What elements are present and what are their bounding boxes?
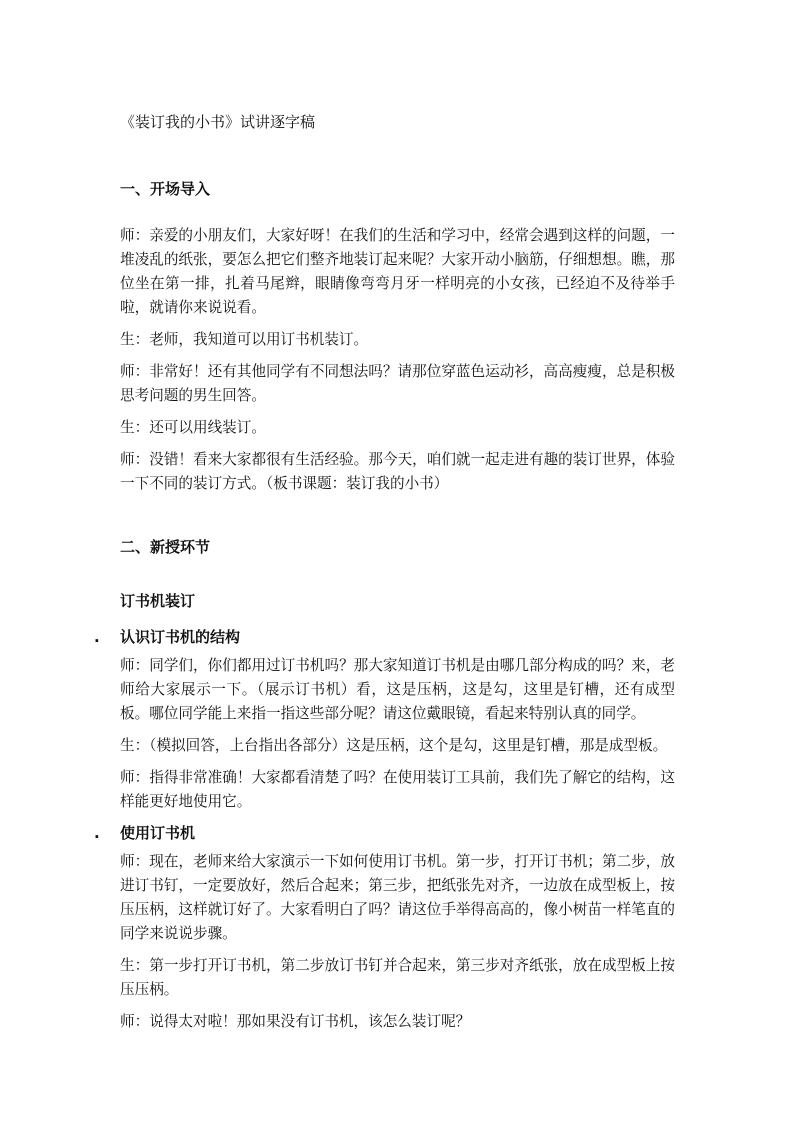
section-heading-new-teaching: 二、新授环节 [120,538,211,556]
item-heading-stapler-structure [94,626,675,648]
document-title: 《装订我的小书》试讲逐字稿 [120,113,316,131]
paragraph: 师：没错！看来大家都很有生活经验。那今天，咱们就一起走进有趣的装订世界，体验一下不同的装订方式。（板书课题：装订我的小书） [120,451,675,492]
paragraph: 师：现在，老师来给大家演示一下如何使用订书机。第一步，打开订书机；第二步，放进订书钉，一定要放好，然后合起来；第三步，把纸张先对齐，一边放在成型板上，按压压柄，这样就订好了。大家看明白了吗？请这位手举得高高的，像小树苗一样笔直的同学来说说步骤。 [120,853,675,942]
paragraph: 师：亲爱的小朋友们，大家好呀！在我们的生活和学习中，经常会遇到这样的问题，一堆凌乱的纸张，要怎么把它们整齐地装订起来呢？大家开动小脑筋，仔细想想。瞧，那位坐在第一排，扎着马尾辫，眼睛像弯弯月牙一样明亮的小女孩，已经迫不及待举手啦，就请你来说说看。 [120,227,675,316]
paragraph: 师：同学们，你们都用过订书机吗？那大家知道订书机是由哪几部分构成的吗？来，老师给大家展示一下。（展示订书机）看，这是压柄，这是勾，这里是钉槽，还有成型板。哪位同学能上来指一指这些部分呢？请这位戴眼镜，看起来特别认真的同学。 [120,657,675,722]
paragraph: 师：非常好！还有其他同学有不同想法吗？请那位穿蓝色运动衫，高高瘦瘦，总是积极思考问题的男生回答。 [120,363,675,404]
item-heading-use-stapler [94,822,675,844]
list-bullet: . [94,824,100,842]
paragraph: 生：老师，我知道可以用订书机装订。 [120,331,369,348]
paragraph: 生：第一步打开订书机，第二步放订书钉并合起来，第三步对齐纸张，放在成型板上按压压柄。 [120,957,675,998]
item-heading-label: 认识订书机的结构 [120,628,241,646]
item-heading-label: 使用订书机 [120,824,196,842]
document-body [94,110,675,1042]
paragraph: 师：指得非常准确！大家都看清楚了吗？在使用装订工具前，我们先了解它的结构，这样能更好地使用它。 [120,769,675,810]
section-heading-intro: 一、开场导入 [120,180,211,198]
list-bullet: . [94,628,100,646]
paragraph: 生：（模拟回答，上台指出各部分）这是压柄，这个是勾，这里是钉槽，那是成型板。 [120,737,668,754]
paragraph: 生：还可以用线装订。 [120,419,266,436]
paragraph: 师：说得太对啦！那如果没有订书机，该怎么装订呢？ [120,1013,471,1030]
subsection-heading-stapler: 订书机装订 [120,592,196,610]
